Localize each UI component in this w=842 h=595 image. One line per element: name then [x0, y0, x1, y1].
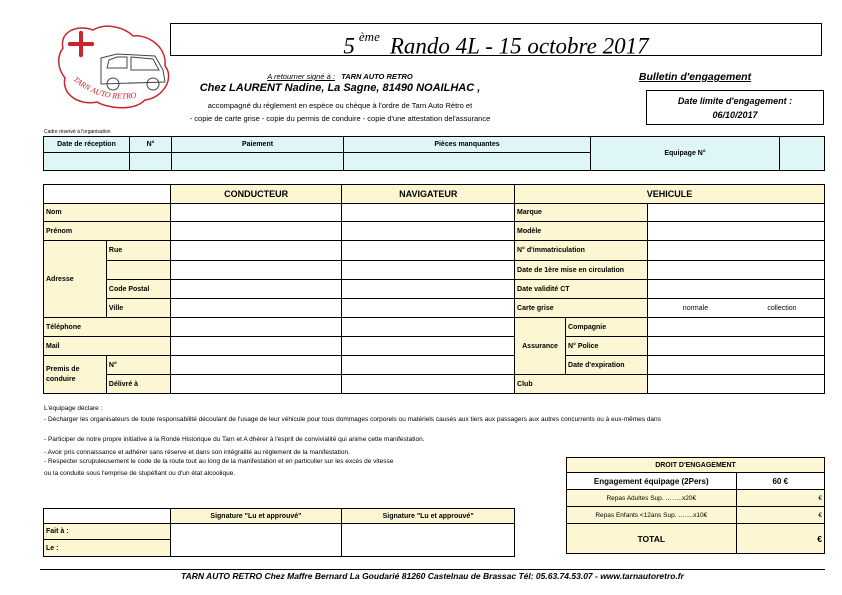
- conducteur-rue[interactable]: [170, 241, 342, 261]
- club-logo: [55, 20, 180, 112]
- declaration-line-5: ou la conduite sous l'emprise de stupéfiant ou d'un état alcoolique.: [44, 470, 236, 477]
- conducteur-ville[interactable]: [170, 299, 342, 318]
- svg-text:TARN AUTO RETRO: TARN AUTO RETRO: [71, 74, 138, 101]
- declaration-intro: L'équipage déclare :: [44, 405, 103, 412]
- return-address-label: A retourner signé à : TARN AUTO RETRO: [267, 72, 413, 81]
- droit-engagement-table: DROIT D'ENGAGEMENT Engagement équipage (2Pers) 60 € Repas Adultes Sup. ……..x20€ € Repas Enfants <12ans Sup. …….x10€ € TOTAL €: [566, 457, 825, 554]
- enfants-amount[interactable]: €: [736, 507, 824, 524]
- conducteur-prenom[interactable]: [170, 222, 342, 241]
- declaration-line-1: - Décharger les organisateurs de toute responsabilité découlant de l'usage de leur véhicule pour tous dommages corporels ou matériels causés aux tiers aux passagers aux autres concurrents ou à eux-mêmes dans: [44, 416, 661, 423]
- conducteur-header: CONDUCTEUR: [170, 185, 342, 204]
- reception-num-field[interactable]: [130, 153, 172, 171]
- carte-grise-options[interactable]: [647, 299, 824, 318]
- date-circulation-field[interactable]: [647, 261, 824, 280]
- signature-navigateur[interactable]: [342, 524, 515, 557]
- required-copies: - copie de carte grise - copie du permis de conduire - copie d'une attestation del'assurance: [189, 114, 491, 123]
- engagement-price: 60 €: [736, 473, 824, 490]
- footer-address: TARN AUTO RETRO Chez Maffre Bernard La Goudarié 81260 Castelnau de Brassac Tél: 05.63.74.53.07 - www.tarnautoretro.fr: [181, 571, 684, 581]
- navigateur-rue2[interactable]: [342, 261, 515, 280]
- expiration-field[interactable]: [647, 356, 824, 375]
- navigateur-header: NAVIGATEUR: [342, 185, 515, 204]
- signature-conducteur[interactable]: [170, 524, 342, 557]
- registration-table: CONDUCTEUR NAVIGATEUR VEHICULE Nom Marque Prénom Modèle Adresse Rue N° d'immatriculation Date de 1ère mise en circulation Code Postal Date validité CT Ville Carte grise normale collection Téléphone Assurance Compagnie Mail N° Police Premis de conduire N° Date d'expiration Délivré à Club: [43, 184, 825, 394]
- paiement-field[interactable]: [172, 153, 344, 171]
- declaration-line-2: - Participer de notre propre initiative à la Ronde Historique du Tarn et A dhérer à l'esprit de convivialité qui anime cette manifestation.: [44, 436, 425, 443]
- carte-grise-collection[interactable]: collection: [767, 304, 797, 312]
- event-title: 5 $^{ème}$ Rando 4L - 15 octobre 2017: [170, 23, 822, 56]
- club-field[interactable]: [647, 375, 824, 394]
- navigateur-ville[interactable]: [342, 299, 515, 318]
- compagnie-field[interactable]: [647, 318, 824, 337]
- equipage-num-field[interactable]: [780, 137, 825, 171]
- navigateur-delivre[interactable]: [342, 375, 515, 394]
- navigateur-prenom[interactable]: [342, 222, 515, 241]
- conducteur-delivre[interactable]: [170, 375, 342, 394]
- signature-table: Signature "Lu et approuvé" Signature "Lu et approuvé" Fait à : Le :: [43, 508, 515, 557]
- total-amount[interactable]: €: [736, 524, 824, 554]
- reception-date-field[interactable]: [44, 153, 130, 171]
- navigateur-cp[interactable]: [342, 280, 515, 299]
- navigateur-rue[interactable]: [342, 241, 515, 261]
- navigateur-nom[interactable]: [342, 204, 515, 222]
- declaration-line-3: - Avoir pris connaissance et adhérer sans réserve et dans son intégralité au réglement de la manifestation.: [44, 449, 350, 456]
- conducteur-permis-num[interactable]: [170, 356, 342, 375]
- conducteur-nom[interactable]: [170, 204, 342, 222]
- conducteur-mail[interactable]: [170, 337, 342, 356]
- reserved-label: Cadre réservé à l'organisation: [44, 129, 111, 135]
- navigateur-telephone[interactable]: [342, 318, 515, 337]
- payment-instructions: accompagné du réglement en espèce ou chèque à l'ordre de Tarn Auto Rétro et: [207, 101, 473, 110]
- footer-divider: [40, 569, 825, 570]
- organisation-table: Date de réception N° Paiement Pièces manquantes Equipage N°: [43, 136, 825, 171]
- adultes-amount[interactable]: €: [736, 490, 824, 507]
- return-address: Chez LAURENT Nadine, La Sagne, 81490 NOAILHAC ,: [199, 82, 481, 94]
- navigateur-mail[interactable]: [342, 337, 515, 356]
- navigateur-permis-num[interactable]: [342, 356, 515, 375]
- immatriculation-field[interactable]: [647, 241, 824, 261]
- pieces-field[interactable]: [344, 153, 591, 171]
- vehicule-header: VEHICULE: [515, 185, 825, 204]
- marque-field[interactable]: [647, 204, 824, 222]
- declaration-line-4: - Respecter scrupuleusement le code de la route tout au long de la manifestation et en particulier sur les excès de vitesse: [44, 458, 394, 465]
- modele-field[interactable]: [647, 222, 824, 241]
- conducteur-cp[interactable]: [170, 280, 342, 299]
- validite-ct-field[interactable]: [647, 280, 824, 299]
- conducteur-telephone[interactable]: [170, 318, 342, 337]
- deadline-box: Date limite d'engagement : 06/10/2017: [646, 90, 824, 125]
- carte-grise-normale[interactable]: normale: [682, 304, 709, 312]
- form-title: Bulletin d'engagement: [638, 71, 752, 83]
- conducteur-rue2[interactable]: [170, 261, 342, 280]
- police-field[interactable]: [647, 337, 824, 356]
